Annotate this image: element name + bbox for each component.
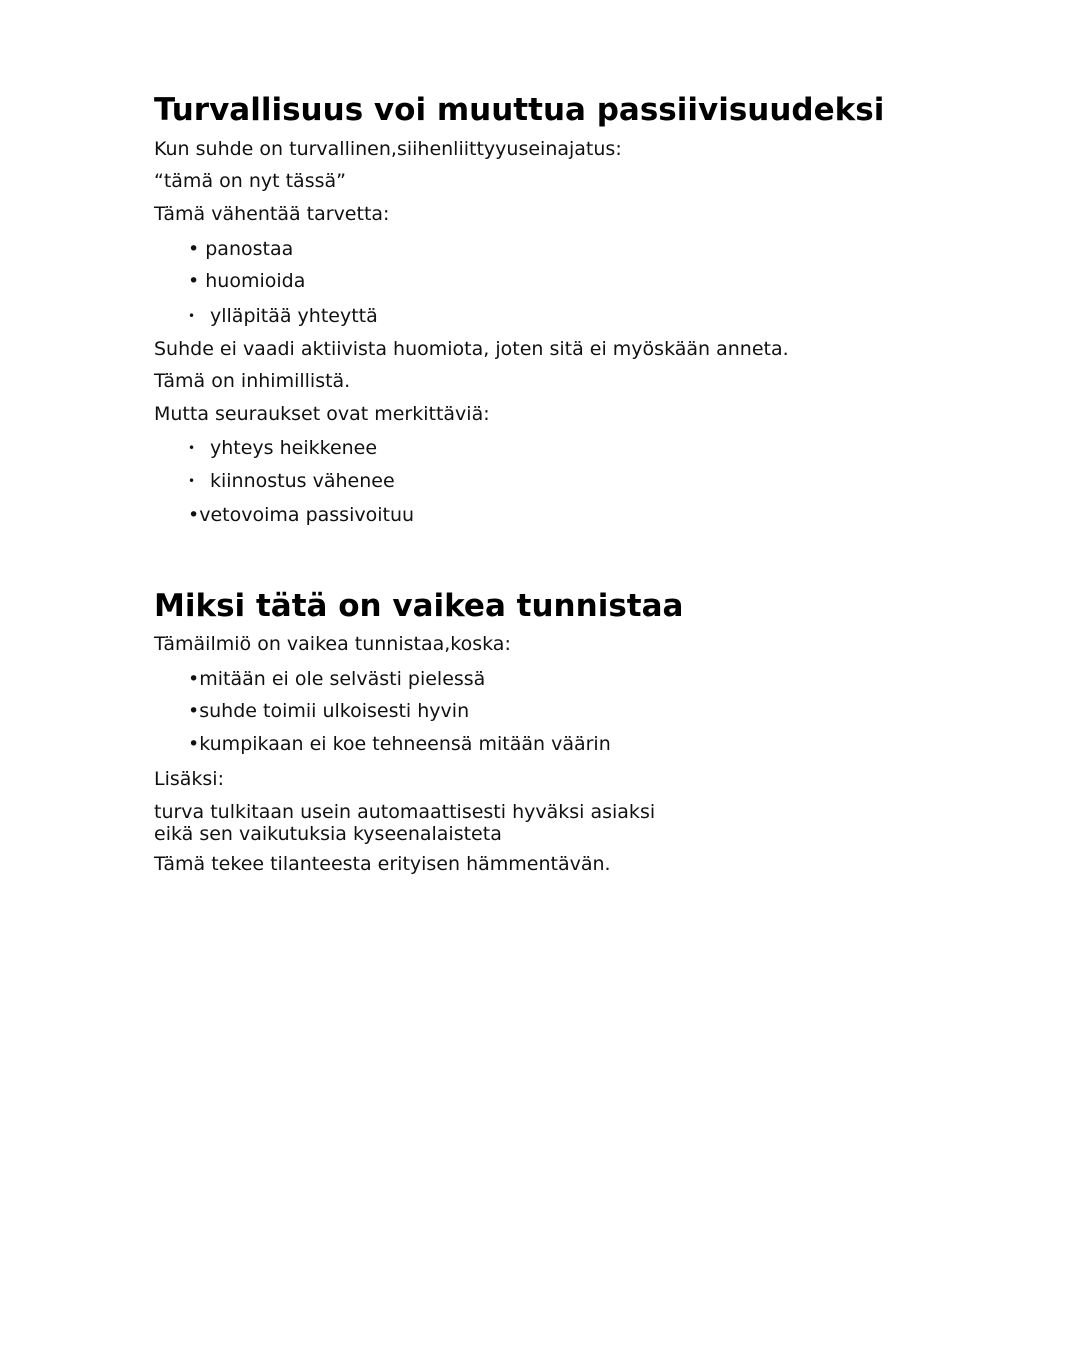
section1-paragraph-5: Tämä on inhimillistä. <box>154 370 351 392</box>
bullet-icon: • <box>188 270 206 292</box>
section1-paragraph-6: Mutta seuraukset ovat merkittäviä: <box>154 403 490 425</box>
list-item: • kiinnostus vähenee <box>188 470 395 492</box>
bullet-icon: • <box>188 504 200 526</box>
section2-paragraph-3-line1: turva tulkitaan usein automaattisesti hyväksi asiaksi <box>154 801 656 823</box>
list-item: •vetovoima passivoituu <box>188 504 415 526</box>
section2-paragraph-4: Tämä tekee tilanteesta erityisen hämmentävän. <box>154 853 611 875</box>
section1-paragraph-1: Kun suhde on turvallinen,siihenliittyyuseinajatus: <box>154 138 622 160</box>
section1-paragraph-3: Tämä vähentää tarvetta: <box>154 203 390 225</box>
section2-paragraph-2: Lisäksi: <box>154 768 224 790</box>
list-item: •kumpikaan ei koe tehneensä mitään väärin <box>188 733 611 755</box>
bullet-icon: • <box>188 441 196 455</box>
bullet-icon: • <box>188 309 196 323</box>
section1-heading: Turvallisuus voi muuttua passiivisuudeksi <box>154 92 885 128</box>
list-item: • panostaa <box>188 238 294 260</box>
list-item: • huomioida <box>188 270 306 292</box>
section2-paragraph-1: Tämäilmiö on vaikea tunnistaa,koska: <box>154 633 511 655</box>
list-item: •mitään ei ole selvästi pielessä <box>188 668 486 690</box>
section1-paragraph-4: Suhde ei vaadi aktiivista huomiota, joten sitä ei myöskään anneta. <box>154 338 789 360</box>
bullet-icon: • <box>188 733 200 755</box>
section2-heading: Miksi tätä on vaikea tunnistaa <box>154 588 684 624</box>
bullet-icon: • <box>188 238 206 260</box>
section2-paragraph-3-line2: eikä sen vaikutuksia kyseenalaisteta <box>154 823 502 845</box>
section1-quote: “tämä on nyt tässä” <box>154 170 346 192</box>
list-item: • ylläpitää yhteyttä <box>188 305 378 327</box>
list-item: •suhde toimii ulkoisesti hyvin <box>188 700 470 722</box>
bullet-icon: • <box>188 668 200 690</box>
bullet-icon: • <box>188 474 196 488</box>
list-item: • yhteys heikkenee <box>188 437 378 459</box>
bullet-icon: • <box>188 700 200 722</box>
